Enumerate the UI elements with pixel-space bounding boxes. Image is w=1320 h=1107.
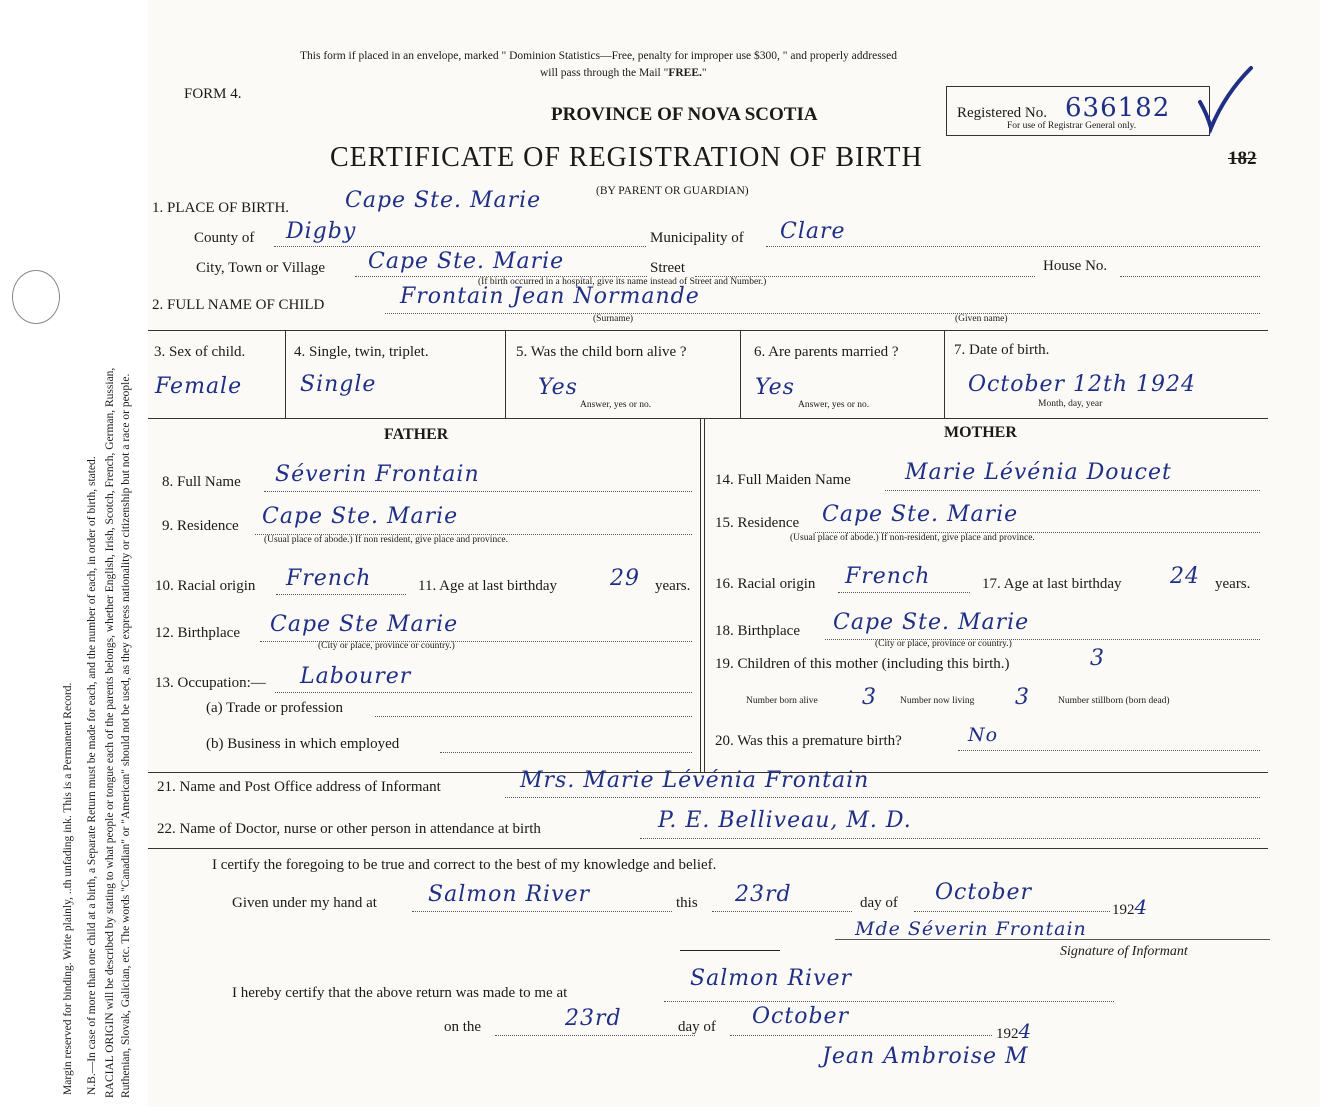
now-living-value: 3 bbox=[1015, 685, 1030, 710]
father-occupation-label: 13. Occupation:— bbox=[155, 675, 266, 691]
father-race-value: French bbox=[286, 566, 372, 591]
return-place-line bbox=[664, 1001, 1114, 1002]
grid-divider-2 bbox=[505, 330, 506, 418]
cert-month-line bbox=[914, 911, 1110, 912]
cert-month-value: October bbox=[935, 880, 1033, 905]
parents-married-value: Yes bbox=[755, 375, 795, 400]
dob-value: October 12th 1924 bbox=[968, 372, 1197, 397]
father-heading: FATHER bbox=[384, 426, 449, 443]
born-alive-label: 5. Was the child born alive ? bbox=[516, 344, 687, 360]
grid-divider-4 bbox=[944, 330, 945, 418]
father-occupation-line bbox=[275, 692, 692, 693]
informant-line bbox=[505, 797, 1260, 798]
form-number: FORM 4. bbox=[184, 86, 242, 102]
mother-name-value: Marie Lévénia Doucet bbox=[905, 460, 1172, 485]
return-month-value: October bbox=[752, 1004, 850, 1029]
child-name-label: 2. FULL NAME OF CHILD bbox=[152, 297, 325, 313]
check-mark-icon bbox=[1195, 64, 1255, 134]
registered-number: 636182 bbox=[1065, 93, 1171, 123]
mother-birthplace-note: (City or place, province or country.) bbox=[875, 639, 1012, 649]
registration-box bbox=[946, 86, 1210, 136]
parents-married-note: Answer, yes or no. bbox=[798, 400, 870, 410]
child-name-line bbox=[385, 313, 1260, 314]
mail-notice-line1: This form if placed in an envelope, marked " Dominion Statistics—Free, penalty for improper use $300, " and properly addressed bbox=[300, 50, 898, 62]
certificate-title: CERTIFICATE OF REGISTRATION OF BIRTH bbox=[330, 142, 923, 173]
mother-race-line bbox=[838, 592, 970, 593]
given-under-label: Given under my hand at bbox=[232, 895, 377, 911]
mother-birthplace-value: Cape Ste. Marie bbox=[833, 610, 1030, 635]
province-heading: PROVINCE OF NOVA SCOTIA bbox=[551, 104, 818, 125]
children-value: 3 bbox=[1090, 646, 1105, 671]
dob-label: 7. Date of birth. bbox=[954, 342, 1050, 358]
on-the-label: on the bbox=[444, 1019, 482, 1035]
born-alive-value: Yes bbox=[538, 375, 578, 400]
born-alive-note: Answer, yes or no. bbox=[580, 400, 652, 410]
return-place-value: Salmon River bbox=[690, 966, 853, 991]
father-residence-label: 9. Residence bbox=[162, 518, 239, 534]
sex-value: Female bbox=[155, 374, 243, 399]
margin-note-3: RACIAL ORIGIN will be described by stating to what people or tongue each of the parents belongs, whether English, Irish, Scotch, French, German, Russian, bbox=[104, 367, 116, 1098]
parents-divider-inner bbox=[704, 418, 705, 772]
father-name-value: Séverin Frontain bbox=[275, 462, 480, 487]
single-label: 4. Single, twin, triplet. bbox=[294, 344, 429, 360]
premature-label: 20. Was this a premature birth? bbox=[715, 733, 902, 749]
father-occupation-value: Labourer bbox=[300, 664, 412, 689]
grid-divider-3 bbox=[740, 330, 741, 418]
doctor-line bbox=[640, 838, 1260, 839]
registrar-signature: Jean Ambroise M bbox=[822, 1044, 1029, 1069]
municipality-line bbox=[766, 246, 1260, 247]
informant-signature: Mde Séverin Frontain bbox=[855, 918, 1087, 940]
certificate-subtitle: (BY PARENT OR GUARDIAN) bbox=[596, 185, 749, 197]
mother-residence-note: (Usual place of abode.) If non-resident, give place and province. bbox=[790, 533, 1035, 543]
parents-divider bbox=[700, 418, 701, 772]
father-birthplace-label: 12. Birthplace bbox=[155, 625, 240, 641]
born-alive-count-label: Number born alive bbox=[746, 696, 818, 706]
informant-value: Mrs. Marie Lévénia Frontain bbox=[520, 768, 870, 793]
hospital-note: (If birth occurred in a hospital, give its name instead of Street and Number.) bbox=[478, 277, 767, 287]
mother-name-label: 14. Full Maiden Name bbox=[715, 472, 851, 488]
this-label: this bbox=[676, 895, 698, 911]
mother-race-label: 16. Racial origin bbox=[715, 576, 816, 592]
father-age-label: 11. Age at last birthday bbox=[418, 578, 557, 594]
cert-day-value: 23rd bbox=[735, 882, 792, 907]
return-label: I hereby certify that the above return was made to me at bbox=[232, 985, 568, 1001]
informant-label: 21. Name and Post Office address of Informant bbox=[157, 779, 441, 795]
mother-residence-label: 15. Residence bbox=[715, 515, 800, 531]
doctor-label: 22. Name of Doctor, nurse or other person in attendance at birth bbox=[157, 821, 541, 837]
father-race-line bbox=[276, 594, 406, 595]
cert-year: 1924 bbox=[1112, 895, 1148, 919]
mother-age-value: 24 bbox=[1170, 564, 1200, 589]
father-residence-note: (Usual place of abode.) If non resident, give place and province. bbox=[264, 535, 508, 545]
trade-line bbox=[375, 716, 692, 717]
city-label: City, Town or Village bbox=[196, 260, 326, 276]
county-label: County of bbox=[194, 230, 255, 246]
margin-note-1: Margin reserved for binding. Write plainly, ..th unfading ink. This is a Permanent Record. bbox=[62, 682, 74, 1095]
signature-line bbox=[835, 939, 1270, 940]
place-of-birth-value: Cape Ste. Marie bbox=[345, 188, 542, 213]
children-label: 19. Children of this mother (including this birth.) bbox=[715, 656, 1010, 672]
father-age-value: 29 bbox=[610, 566, 640, 591]
father-years-label: years. bbox=[655, 578, 691, 594]
house-no-line bbox=[1120, 276, 1260, 277]
premature-value: No bbox=[968, 724, 999, 746]
registered-no-label: Registered No. bbox=[957, 105, 1047, 121]
business-line bbox=[440, 752, 692, 753]
now-living-label: Number now living bbox=[900, 696, 975, 706]
father-birthplace-note: (City or place, province or country.) bbox=[318, 641, 455, 651]
father-residence-value: Cape Ste. Marie bbox=[262, 504, 459, 529]
given-name-note: (Given name) bbox=[955, 314, 1008, 324]
margin-note-4: Ruthenian, Slovak, Galician, etc. The words "Canadian" or "American" should not be used, as they express nationality or citizenship but not a race or people. bbox=[120, 373, 132, 1098]
margin-note-2: N.B.—In case of more than one child at a birth, a Separate Return must be made for each, and the number of each, in order of birth, stated. bbox=[86, 456, 98, 1095]
mother-years-label: years. bbox=[1215, 576, 1251, 592]
mother-heading: MOTHER bbox=[944, 424, 1017, 441]
doctor-value: P. E. Belliveau, M. D. bbox=[658, 808, 912, 833]
mother-birthplace-label: 18. Birthplace bbox=[715, 623, 800, 639]
cert-day-of-label: day of bbox=[860, 895, 898, 911]
punch-hole bbox=[12, 270, 60, 324]
father-birthplace-value: Cape Ste Marie bbox=[270, 612, 459, 637]
street-label: Street bbox=[650, 260, 685, 276]
house-no-label: House No. bbox=[1043, 258, 1108, 274]
mother-name-line bbox=[885, 490, 1260, 491]
cert-day-line bbox=[712, 911, 852, 912]
sex-label: 3. Sex of child. bbox=[154, 344, 246, 360]
county-line bbox=[274, 246, 646, 247]
single-value: Single bbox=[300, 372, 377, 397]
return-day-of-label: day of bbox=[678, 1019, 716, 1035]
signature-label: Signature of Informant bbox=[1060, 944, 1188, 959]
municipality-value: Clare bbox=[780, 219, 846, 244]
business-label: (b) Business in which employed bbox=[206, 736, 400, 752]
child-name-value: Frontain Jean Normande bbox=[400, 284, 700, 309]
trade-label: (a) Trade or profession bbox=[206, 700, 344, 716]
parents-married-label: 6. Are parents married ? bbox=[754, 344, 899, 360]
separator-rule bbox=[680, 950, 780, 951]
mother-residence-value: Cape Ste. Marie bbox=[822, 502, 1019, 527]
father-name-line bbox=[264, 491, 692, 492]
premature-line bbox=[958, 750, 1260, 751]
grid-top-border bbox=[148, 330, 1268, 331]
father-race-label: 10. Racial origin bbox=[155, 578, 256, 594]
registrar-use-note: For use of Registrar General only. bbox=[1007, 121, 1137, 131]
certify-statement: I certify the foregoing to be true and correct to the best of my knowledge and belief. bbox=[212, 857, 717, 873]
binding-margin bbox=[0, 0, 148, 1107]
city-value: Cape Ste. Marie bbox=[368, 249, 565, 274]
parents-top-border bbox=[148, 418, 1268, 419]
return-month-line bbox=[730, 1035, 992, 1036]
stillborn-label: Number stillborn (born dead) bbox=[1058, 696, 1170, 706]
mother-age-label: 17. Age at last birthday bbox=[982, 576, 1122, 592]
informant-bottom-border bbox=[148, 848, 1268, 849]
born-alive-count-value: 3 bbox=[862, 685, 877, 710]
grid-divider-1 bbox=[285, 330, 286, 418]
return-day-value: 23rd bbox=[565, 1006, 622, 1031]
place-of-birth-label: 1. PLACE OF BIRTH. bbox=[152, 200, 290, 216]
mother-race-value: French bbox=[845, 564, 931, 589]
given-place-value: Salmon River bbox=[428, 882, 591, 907]
crossed-number: 182 bbox=[1228, 148, 1257, 169]
return-day-line bbox=[495, 1035, 695, 1036]
municipality-label: Municipality of bbox=[650, 230, 744, 246]
father-name-label: 8. Full Name bbox=[162, 474, 241, 490]
county-value: Digby bbox=[286, 219, 357, 244]
return-year: 1924 bbox=[996, 1019, 1032, 1043]
given-place-line bbox=[412, 911, 672, 912]
mail-notice-line2: will pass through the Mail "FREE." bbox=[540, 67, 707, 79]
dob-note: Month, day, year bbox=[1038, 399, 1103, 409]
surname-note: (Surname) bbox=[593, 314, 634, 324]
